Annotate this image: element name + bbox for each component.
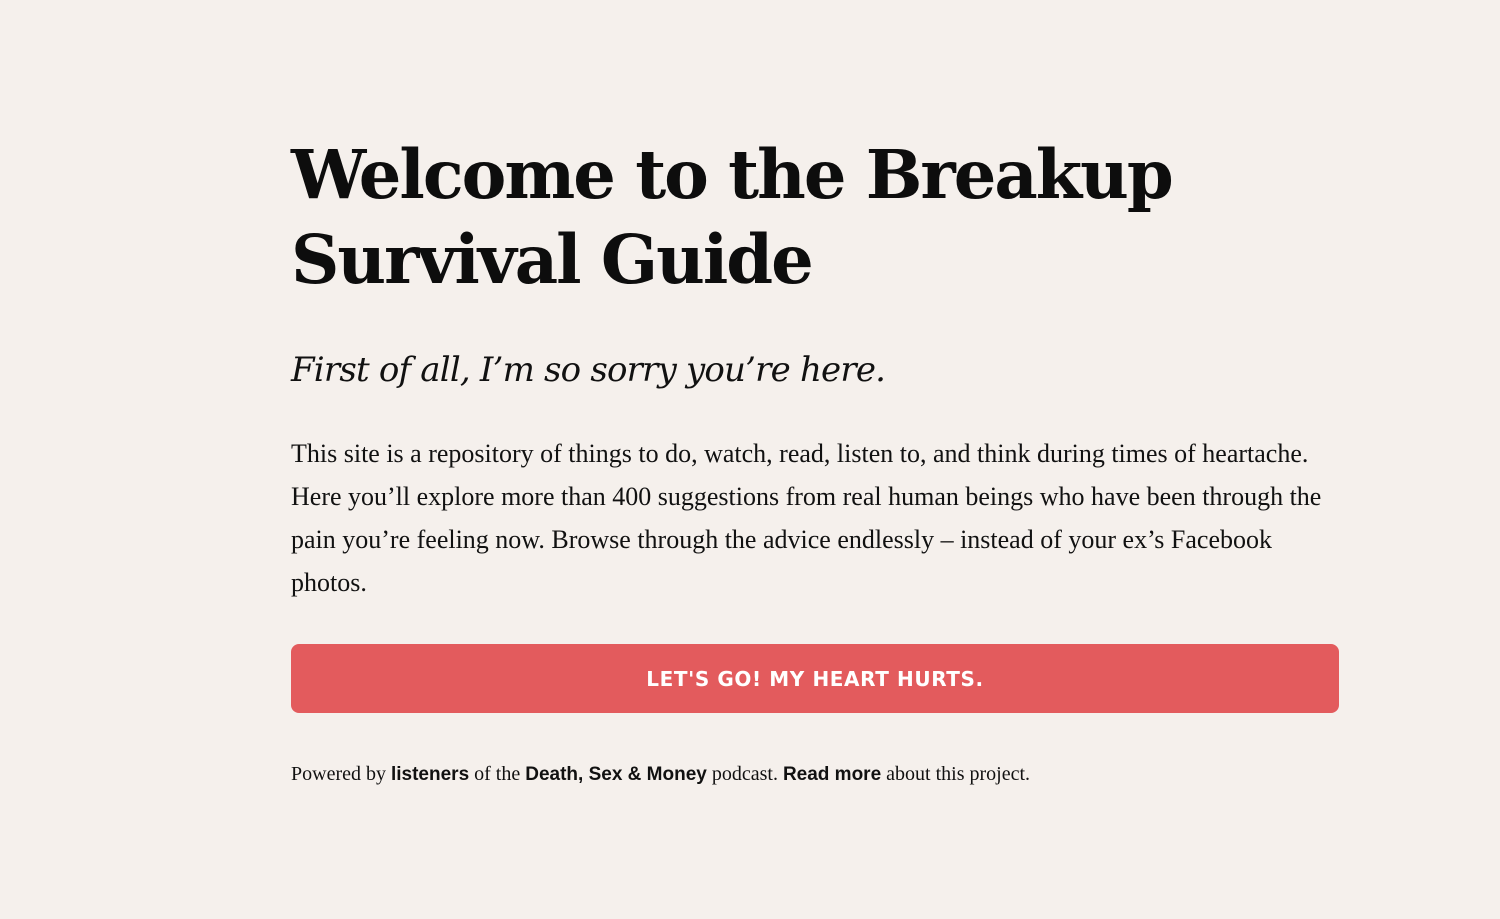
footer-text-podcast: podcast. [706,763,783,785]
page-title [291,132,1339,302]
start-button[interactable]: LET'S GO! MY HEART HURTS. [291,644,1339,713]
podcast-link[interactable]: Death, Sex & Money [525,764,707,785]
intro-paragraph: This site is a repository of things to do, watch, read, listen to, and think during times of heartache. Here you’ll explore more than 400 suggestions from real human beings who have been through the pain you’re feeling now. Browse through the advice endlessly – instead of your ex’s Facebook photos. [291,439,1322,597]
footer-credits [291,759,1339,790]
page-subtitle: First of all, I’m so sorry you’re here. [291,350,886,390]
footer-text-powered-by: Powered by [291,763,391,785]
page-title-line-2: Survival Guide [291,220,812,299]
footer-text-about: about this project. [881,763,1030,785]
main-content [291,132,1339,790]
read-more-link[interactable]: Read more [782,764,882,785]
listeners-link[interactable]: listeners [390,764,470,785]
page-title-line-1: Welcome to the Breakup [291,135,1172,214]
footer-text-of-the: of the [469,763,526,785]
